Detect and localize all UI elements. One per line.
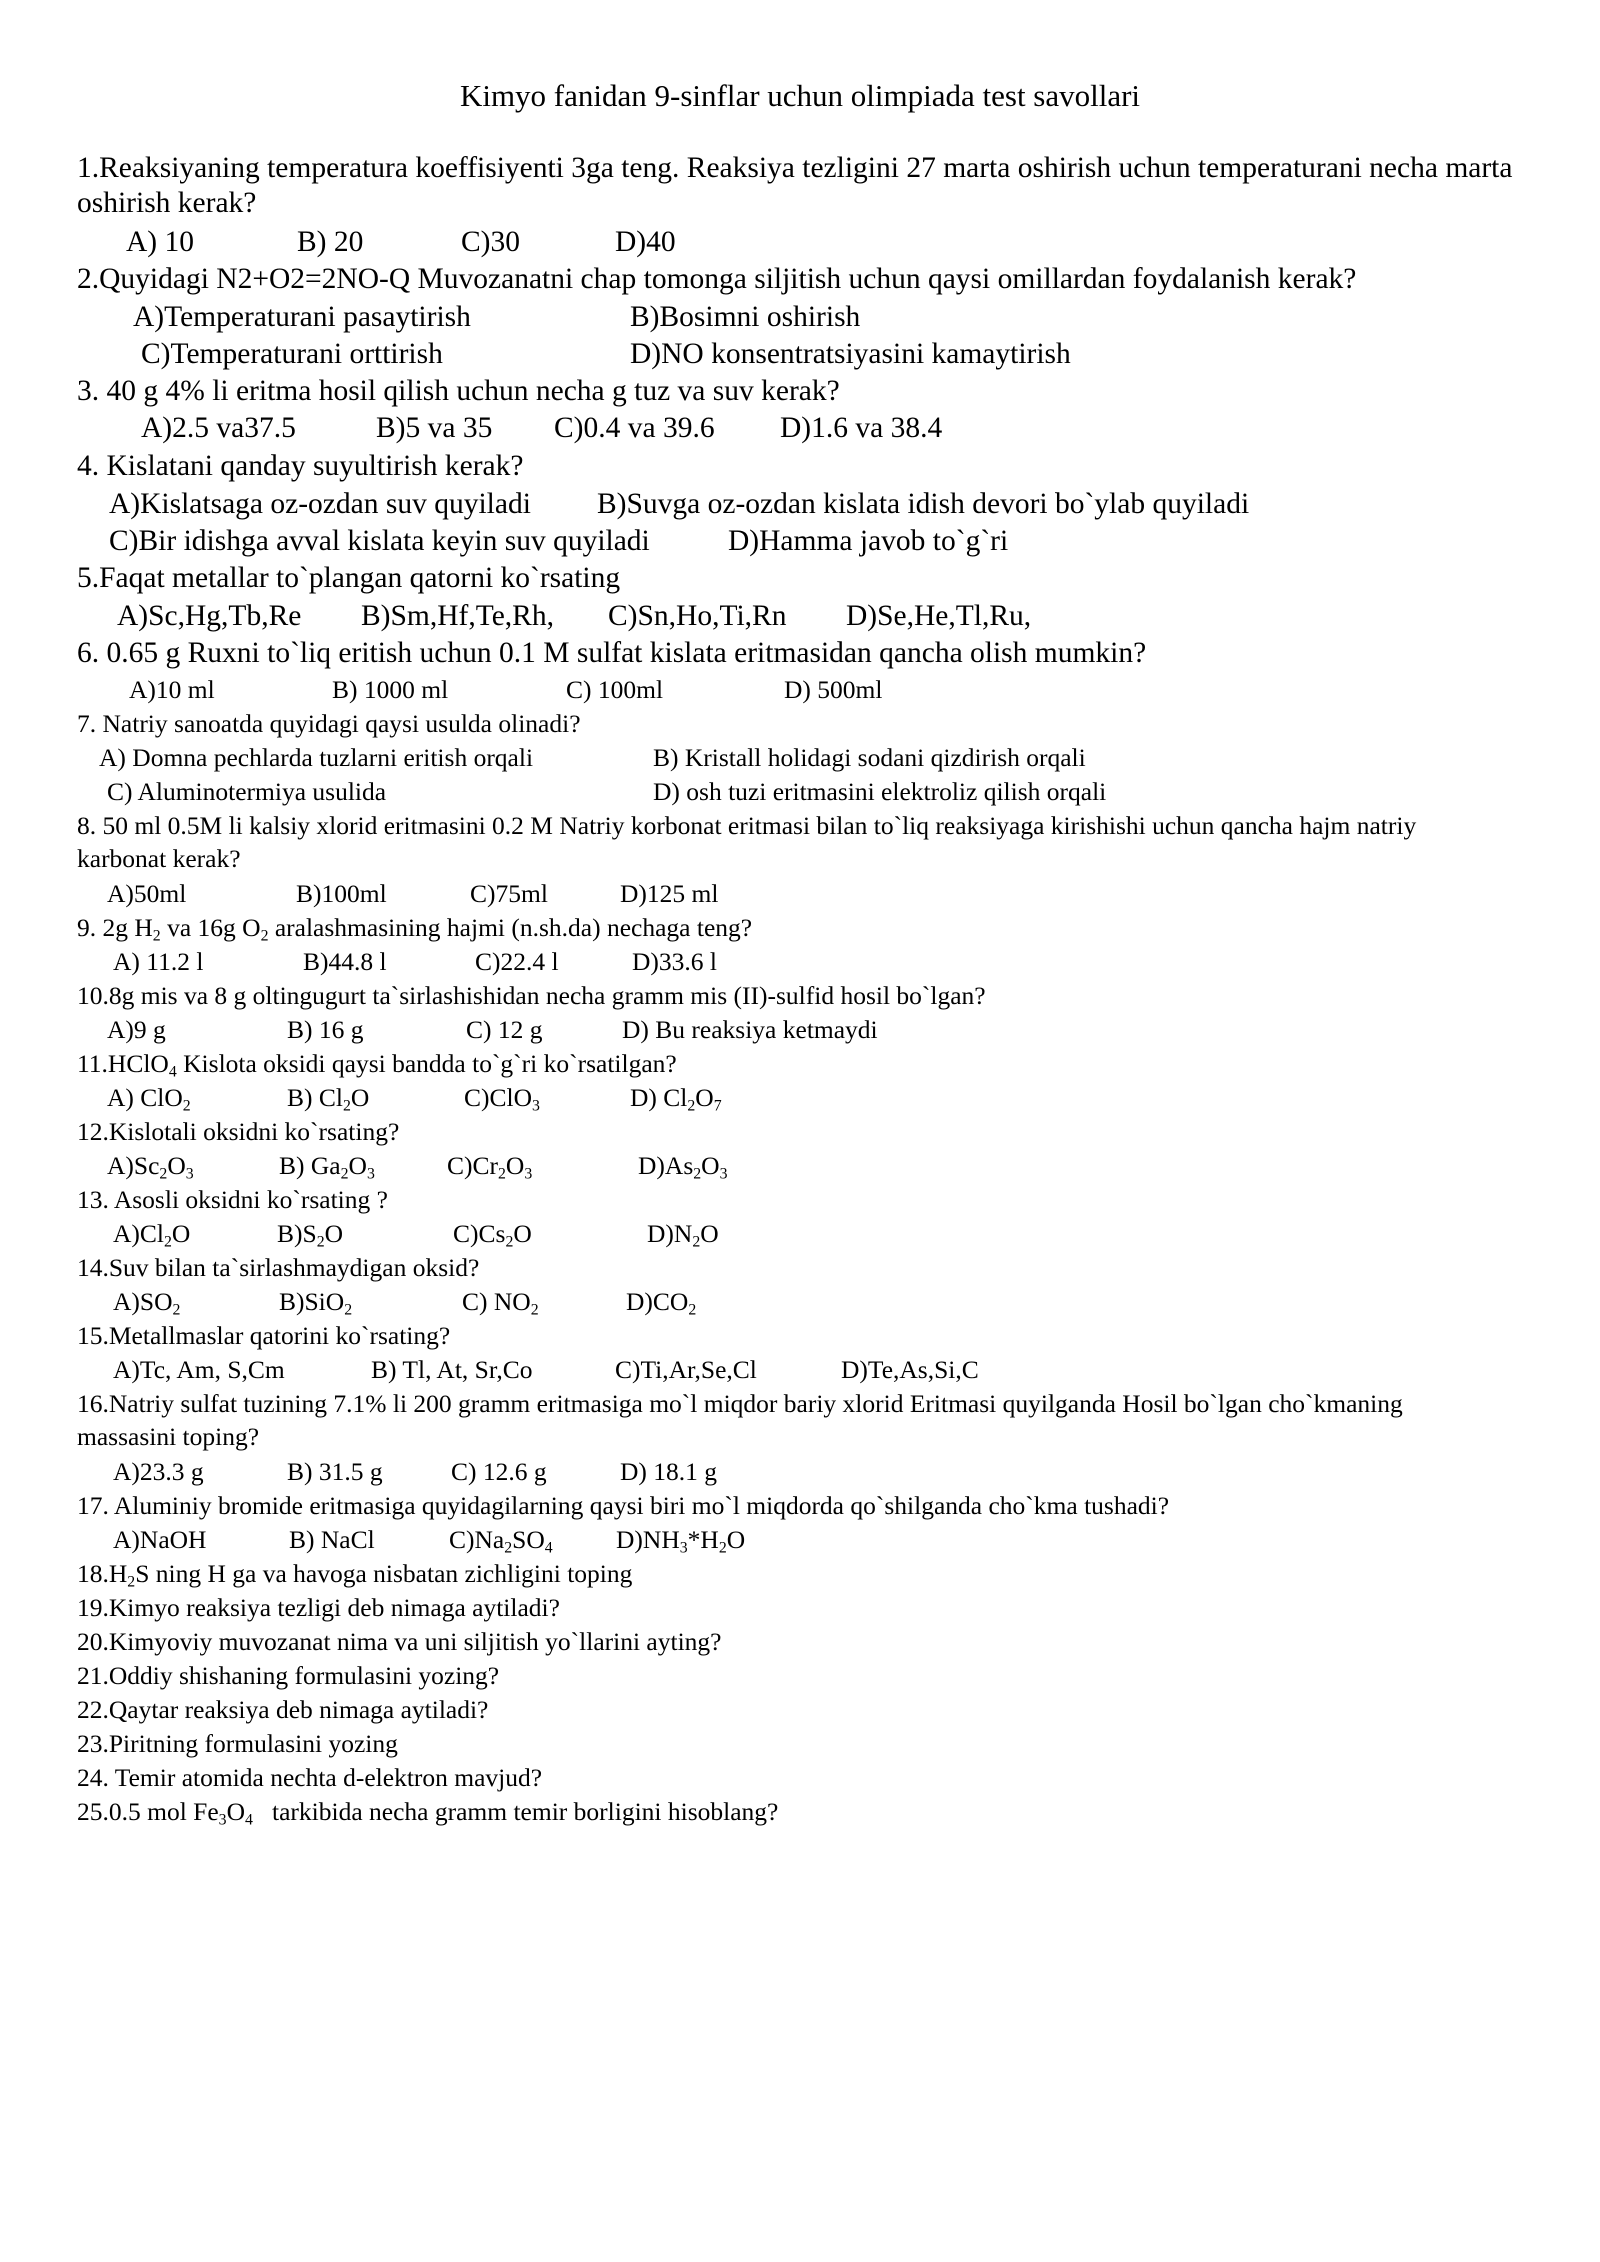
- question-3: 3. 40 g 4% li eritma hosil qilish uchun necha g tuz va suv kerak?: [77, 375, 840, 407]
- question-1: 1.Reaksiyaning temperatura koeffisiyenti 3ga teng. Reaksiya tezligini 27 marta oshirish uchun temperaturani necha marta oshirish kerak?: [77, 152, 1513, 219]
- q6-option-a: A)10 ml: [129, 675, 215, 704]
- q16-option-c: C) 12.6 g: [451, 1457, 547, 1486]
- question-22: 22.Qaytar reaksiya deb nimaga aytiladi?: [77, 1695, 489, 1724]
- question-23: 23.Piritning formulasini yozing: [77, 1729, 398, 1758]
- question-24: 24. Temir atomida nechta d-elektron mavjud?: [77, 1763, 543, 1792]
- q16-option-a: A)23.3 g: [113, 1457, 204, 1486]
- q2-option-b: B)Bosimni oshirish: [630, 301, 861, 333]
- question-13: 13. Asosli oksidni ko`rsating ?: [77, 1185, 388, 1214]
- q12-option-a: $A)Sc_2O_3$: [107, 1151, 194, 1183]
- q14-option-d: $D)CO_2$: [626, 1287, 697, 1319]
- q17-option-b: B) NaCl: [289, 1525, 375, 1554]
- q1-option-b: B) 20: [297, 226, 364, 258]
- q5-option-a: A)Sc,Hg,Tb,Re: [117, 600, 302, 632]
- q16-option-b: B) 31.5 g: [287, 1457, 383, 1486]
- question-2: 2.Quyidagi N2+O2=2NO-Q Muvozanatni chap tomonga siljitish uchun qaysi omillardan foydalanish kerak?: [77, 263, 1357, 295]
- q13-option-a: $A)Cl_2O$: [113, 1219, 191, 1251]
- q2-option-c: C)Temperaturani orttirish: [141, 338, 443, 370]
- question-20: 20.Kimyoviy muvozanat nima va uni siljitish yo`llarini ayting?: [77, 1627, 722, 1656]
- q12-option-d: $D)As_2O_3$: [638, 1151, 728, 1183]
- question-21: 21.Oddiy shishaning formulasini yozing?: [77, 1661, 500, 1690]
- q11-option-d: D) $Cl_2O_7$: [630, 1083, 722, 1115]
- q8-option-d: D)125 ml: [620, 879, 719, 908]
- q12-option-b: B) $Ga_2O_3$: [279, 1151, 375, 1183]
- q11-option-b: B) $Cl_2O$: [287, 1083, 370, 1115]
- question-14: 14.Suv bilan ta`sirlashmaydigan oksid?: [77, 1253, 480, 1282]
- q7-option-d: D) osh tuzi eritmasini elektroliz qilish orqali: [653, 777, 1107, 806]
- q2-option-d: D)NO konsentratsiyasini kamaytirish: [630, 338, 1071, 370]
- question-19: 19.Kimyo reaksiya tezligi deb nimaga aytiladi?: [77, 1593, 560, 1622]
- question-9: 9. 2g $H_2$ va 16g $O_2$ aralashmasining hajmi (n.sh.da) nechaga teng?: [77, 913, 753, 945]
- q6-option-c: C) 100ml: [566, 675, 664, 704]
- question-5: 5.Faqat metallar to`plangan qatorni ko`rsating: [77, 562, 621, 594]
- q8-option-b: B)100ml: [296, 879, 387, 908]
- q6-option-b: B) 1000 ml: [332, 675, 449, 704]
- q11-option-a: A) ClO$_2$: [107, 1083, 191, 1115]
- q16-option-d: D) 18.1 g: [620, 1457, 718, 1486]
- q4-option-d: D)Hamma javob to`g`ri: [728, 525, 1009, 557]
- q7-option-a: A) Domna pechlarda tuzlarni eritish orqali: [99, 743, 534, 772]
- q3-option-d: D)1.6 va 38.4: [780, 412, 943, 444]
- q4-option-b: B)Suvga oz-ozdan kislata idish devori bo`ylab quyiladi: [597, 488, 1250, 520]
- question-25: 25.0.5 mol $Fe_3O_4$ tarkibida necha gramm temir borligini hisoblang?: [77, 1797, 779, 1829]
- q17-option-c: $C)Na_2SO_4$: [449, 1525, 553, 1557]
- q10-option-b: B) 16 g: [287, 1015, 364, 1044]
- q3-option-c: C)0.4 va 39.6: [554, 412, 715, 444]
- q9-option-a: A) 11.2 l: [113, 947, 204, 976]
- q4-option-a: A)Kislatsaga oz-ozdan suv quyiladi: [109, 488, 531, 520]
- q7-option-b: B) Kristall holidagi sodani qizdirish orqali: [653, 743, 1086, 772]
- q5-option-b: B)Sm,Hf,Te,Rh,: [361, 600, 554, 632]
- question-4: 4. Kislatani qanday suyultirish kerak?: [77, 450, 524, 482]
- q13-option-c: $C)Cs_2O$: [453, 1219, 532, 1251]
- q15-option-b: B) Tl, At, Sr,Co: [371, 1355, 533, 1384]
- question-8: 8. 50 ml 0.5M li kalsiy xlorid eritmasini 0.2 M Natriy korbonat eritmasi bilan to`liq reaksiyaga kirishishi uchun qancha hajm natriy karbonat kerak?: [77, 811, 1417, 873]
- q15-option-c: C)Ti,Ar,Se,Cl: [615, 1355, 757, 1384]
- question-11: 11.HClO$_4$ Kislota oksidi qaysi bandda to`g`ri ko`rsatilgan?: [77, 1049, 677, 1081]
- q14-option-a: $A)SO_2$: [113, 1287, 181, 1319]
- page-title: Kimyo fanidan 9-sinflar uchun olimpiada test savollari: [459, 78, 1141, 113]
- q13-option-b: $B)S_2O$: [277, 1219, 344, 1251]
- q1-option-c: C)30: [461, 226, 520, 258]
- question-12: 12.Kislotali oksidni ko`rsating?: [77, 1117, 400, 1146]
- q9-option-b: B)44.8 l: [303, 947, 387, 976]
- q15-option-d: D)Te,As,Si,C: [841, 1355, 979, 1384]
- q14-option-c: C) $NO_2$: [462, 1287, 539, 1319]
- q6-option-d: D) 500ml: [784, 675, 883, 704]
- q4-option-c: C)Bir idishga avval kislata keyin suv quyiladi: [109, 525, 650, 557]
- q10-option-c: C) 12 g: [466, 1015, 543, 1044]
- question-6: 6. 0.65 g Ruxni to`liq eritish uchun 0.1 M sulfat kislata eritmasidan qancha olish mumkin?: [77, 637, 1147, 669]
- q11-option-c: C)ClO$_3$: [464, 1083, 540, 1115]
- question-16: 16.Natriy sulfat tuzining 7.1% li 200 gramm eritmasiga mo`l miqdor bariy xlorid Eritmasi quyilganda Hosil bo`lgan cho`kmaning massasini toping?: [77, 1389, 1403, 1451]
- q5-option-c: C)Sn,Ho,Ti,Rn: [608, 600, 787, 632]
- question-17: 17. Aluminiy bromide eritmasiga quyidagilarning qaysi biri mo`l miqdorda qo`shilganda cho`kma tushadi?: [77, 1491, 1170, 1520]
- q13-option-d: $D)N_2O$: [647, 1219, 719, 1251]
- q7-option-c: C) Aluminotermiya usulida: [107, 777, 387, 806]
- question-18: $18.H_2S$ ning H ga va havoga nisbatan zichligini toping: [77, 1559, 633, 1591]
- q5-option-d: D)Se,He,Tl,Ru,: [846, 600, 1032, 632]
- q12-option-c: $C)Cr_2O_3$: [447, 1151, 533, 1183]
- q2-option-a: A)Temperaturani pasaytirish: [133, 301, 471, 333]
- question-15: 15.Metallmaslar qatorini ko`rsating?: [77, 1321, 451, 1350]
- q8-option-a: A)50ml: [107, 879, 187, 908]
- q10-option-a: A)9 g: [107, 1015, 166, 1044]
- q15-option-a: A)Tc, Am, S,Cm: [113, 1355, 285, 1384]
- question-7: 7. Natriy sanoatda quyidagi qaysi usulda olinadi?: [77, 709, 581, 738]
- q10-option-d: D) Bu reaksiya ketmaydi: [622, 1015, 878, 1044]
- q17-option-d: $D)NH_3*H_2O$: [616, 1525, 746, 1557]
- q17-option-a: A)NaOH: [113, 1525, 207, 1554]
- q1-option-a: A) 10: [126, 226, 195, 258]
- question-10: 10.8g mis va 8 g oltingugurt ta`sirlashishidan necha gramm mis (II)-sulfid hosil bo`lgan?: [77, 981, 986, 1010]
- q9-option-c: C)22.4 l: [475, 947, 559, 976]
- q8-option-c: C)75ml: [470, 879, 548, 908]
- q9-option-d: D)33.6 l: [632, 947, 717, 976]
- q3-option-b: B)5 va 35: [376, 412, 493, 444]
- q3-option-a: A)2.5 va37.5: [141, 412, 296, 444]
- q14-option-b: B)SiO$_2$: [279, 1287, 353, 1319]
- q1-option-d: D)40: [615, 226, 676, 258]
